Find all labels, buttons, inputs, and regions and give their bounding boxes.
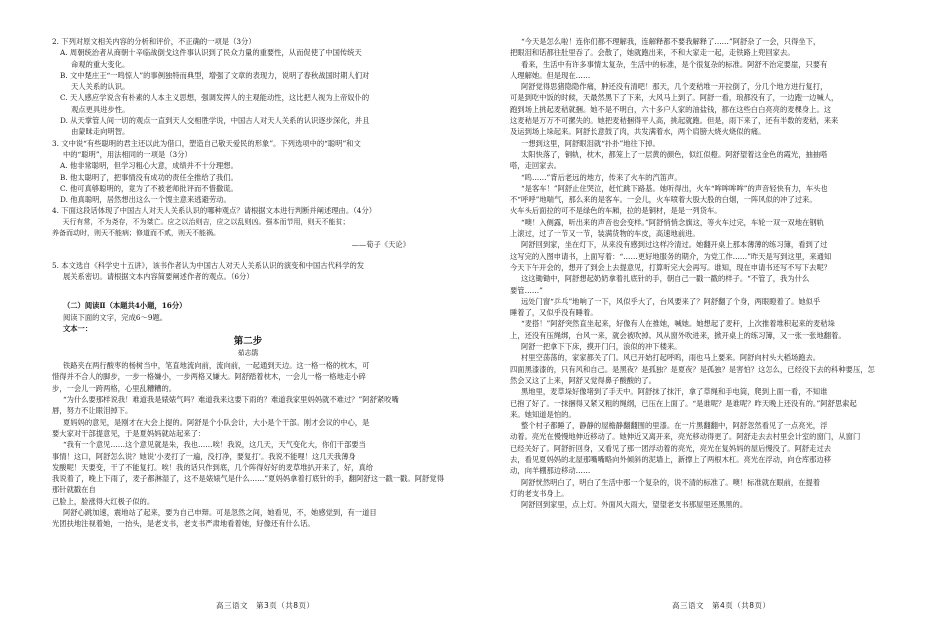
- section-instruction: 阅读下面的文字，完成6～9题。: [62, 312, 168, 322]
- right-column: [510, 36, 910, 607]
- story-line: 铁路夹在两行酸枣的杨树当中，笔直地流向前，流向前，一起通到天边。这一格一格的枕木，可: [62, 361, 370, 371]
- q5-line1: 5. 本文选自《科学史十五讲》，该书作者认为中国古人对天人关系认识的演变和中国古代科学的发: [52, 260, 365, 270]
- q3-option-d: D. 他真聪明，居然想出这么一个馊主意来逃避劳动。: [60, 195, 231, 205]
- q3-option-c: C. 他可真够聪明的，竟为了不被老师批评而不惜撒谎。: [60, 183, 238, 193]
- story-line: 已经关好了。阿舒折回身，又看见了那一团浮动着的亮光，亮光在复妈妈的屋后慢没了。阿舒走过去: [510, 443, 832, 453]
- story-line: “我有一个意见……这个意见就是朱，我也……唉！我说，这几天，天气变化大，你们干部要当: [62, 440, 366, 450]
- story-line: 唇，努力不让眼泪掉下。: [52, 406, 133, 416]
- story-line: 来。她知道是怕的。: [510, 409, 576, 419]
- story-line: “为什么要那样说我！难道我是婊婊气吗？难道我来这要下雨的？难道我家里妈妈就不难过？”阿舒紧咬嘴: [62, 395, 399, 405]
- story-line: 今天下午开会的，想开了到会上去提意见，打算听完大会再写。谁知，现在申请书还写不写下去呢？: [510, 262, 832, 272]
- story-line: 这麦秸是万万不可摞失的。她把麦秸捆得平人高，挑起就跑。但是，雨下来了，还有半数的麦秸，来来: [510, 116, 839, 126]
- story-line: “呜……”背后老远的地方，传来了火车的汽笛声。: [520, 172, 682, 182]
- story-line: 步，一会儿一跨两格，心里乱糟糟的。: [52, 383, 177, 393]
- story-line: 我说着了，晚上下雨了，麦子都淋湿了，这不是婊婊气是什么……”夏妈妈拿着打底针的手，翻阿舒这一戳一戳。阿舒觉得那针就戳在自: [52, 474, 444, 495]
- story-line: 事情！这口，阿舒怎么说？她说‘小麦打了一遍，没打净，要复打’。我说不能哩！这几天我薄身: [52, 451, 356, 461]
- q3-stem-line2: 中的“聪明”，用法相同的一项是（3分）: [62, 149, 192, 159]
- page-footer-left: 高三语文 第3页（共8页）: [216, 601, 315, 610]
- q4-source: ——荀子《天论》: [351, 240, 410, 250]
- q3-option-a: A. 他非常聪明，但学习粗心大意，成绩并不十分理想。: [60, 161, 238, 171]
- story-line: 动，向羊棚那边移动……: [510, 466, 591, 476]
- story-line: 四面黑漆漆的，只有风和自己。是黑夜？是孤独？是夏夜？是孤独？是害怕？这怎么，已经没下去的科种要压，怎: [510, 364, 875, 374]
- text-label: 文本一：: [62, 323, 93, 333]
- q3-stem-line1: 3. 文中说“有些聪明的君主还以此为借口，塑造自己敬天爱民的形象”。下列选项中的“聪明”和文: [52, 138, 361, 148]
- story-line: 火车头后面拉的可不是绿色的车厢，拉的是铜材，是是一列货车。: [510, 206, 722, 216]
- story-title: 第二步: [233, 336, 263, 348]
- story-line: 然会又这了上来，阿舒又觉得鼻子酸酸的了。: [510, 375, 656, 385]
- story-line: 远处门窗“乒乓”地响了一下，风似乎大了，台风要来了？阿舒翻了个身，两眼瞪着了。她似乎: [520, 296, 821, 306]
- story-line: 整个村子都睡了，静静的屋檐静翻翻围的里漆。在一片黑翻翻中，阿舒忽然看见了一点亮光，浮: [520, 421, 828, 431]
- story-line: 人理解她。但是现在……: [510, 70, 591, 80]
- q2-option-d-cont: 由蒙昧走向明智。: [70, 127, 130, 137]
- story-line: 黑地里，麦草垛好像堵到了手天中。阿舒抹了抹汗，拿了草绳和手电筒，爬到上面一看，不知谁: [520, 387, 828, 397]
- q2-option-d: D. 从天掌管人间一切的观点一直到天人交相胜学说，中国古人对天人关系的认识逐步深化，并且: [60, 116, 370, 126]
- story-line: 这这锄锄中，阿舒想起奶奶拿着扎底针的手，朝自己一戳一戳的样子。“不管了，我为什么: [520, 274, 810, 284]
- story-line: 已抱了好了。一抹捆得又紧又粗的绳纲，已压在上面了。“是谁呢？是谁呢？昨天晚上还没有的。”阿舒思索起: [510, 398, 857, 408]
- story-line: 这写完的入图申请书，上面写着：“……更好地服务的期介，为党工作……”昨天是写到这里，来通知: [510, 251, 832, 261]
- story-line: 发酸呢！天要变，干了不能复打。唉！我的话只作到底，几个阵得好好的麦草堆扒开来了，好，真给: [52, 462, 374, 472]
- story-line: 把眼泪和话都往肚里吞了。会散了，她就跑出来，不和大家走一起，走铁路上兜回家去。: [510, 48, 795, 58]
- story-line: 要大家对干部提意见，于是夏妈妈就站起来了：: [52, 428, 206, 438]
- q2-option-a: A. 周朝统治者从商朝十辛临战倒戈这件事认识到了民众力量的重要性，从而促使了中国传统天: [60, 48, 362, 58]
- story-line: 惜得并不合人的脚步，一步一格嫌小，一步两格又嫌大。阿舒踏着枕木，一会儿一格一格地走小碎: [52, 372, 366, 382]
- story-line: 阿舒恍然明白了，明白了生活中那一个复杂的，说不清的标准了。噢！标准就在眼前，在提着: [520, 477, 821, 487]
- story-line: “是客车！”阿舒止住哭泣，赶忙跳下路基。她听得出，火车“哞哞哞哞”的声音轻快有力，车头也: [520, 183, 828, 193]
- story-line: 光团扶地注视着她，一抬头，是老支书，老支书严肃地看着她，好像还有什么话。: [52, 519, 315, 529]
- q2-option-c-cont: 观点更具进步性。: [70, 104, 130, 114]
- q5-line2: 展关系密切。请根据文本内容简要阐述作者的观点。（6分）: [62, 271, 254, 281]
- story-line: 跑到场上挑起麦秸就捆。她不是不明白，六十多户人家的油盐钱，都在这些白白亮亮的麦棵身上。这: [510, 104, 832, 114]
- page-footer-right: 高三语文 第4页（共8页）: [672, 601, 771, 610]
- story-line: 动着。亮光在慢慢地伸近移动了。她伸近又离开来，亮光移动得更了。阿舒走去去村里会计室的窗门，从窗门: [510, 432, 861, 442]
- story-line: 阿舒心跳加速，震地站了起来，要为自己申辩。可是忽然之间，她看见，不，她感觉到，有一道目: [62, 507, 377, 517]
- story-line: 阿舒回到家里，点上灯。外面风大雨大，望望老支书那屋里还黑黑的。: [520, 500, 748, 510]
- story-line: 阿舒回到家，坐在灯下，从来没有感到过这样冷清过。她翻开桌上那本薄薄的练习簿，看到了过: [520, 240, 828, 250]
- story-line: 要管……”: [510, 285, 543, 295]
- story-line: “麦搭！”阿舒突然直坐起来，好像有人在推她，喊她。她想起了麦秆，上次推着堆积起来的麦秸垛: [520, 319, 835, 329]
- story-line: 上滚过，过了一节又一节，装满货物的车皮，高速地前进。: [510, 229, 700, 239]
- story-line: “今天是怎么啦！连你们都不理解我，连解释都不要我解释了……”阿舒杂了一会，只得坐下，: [520, 37, 821, 46]
- story-line: 己脸上，脸涨得大红极子似的。: [52, 496, 155, 506]
- q4-stem: 4. 下面这段话体现了中国古人对天人关系认识的哪种观点？请根据文本进行判断并阐述理由。（4分）: [52, 206, 377, 216]
- story-line: 看来，生活中有许多事情太复杂，生活中的标准，是个很复杂的标准。阿舒不治定要崖，只要有: [520, 59, 828, 69]
- story-line: 阿舒觉得思猪隐隐作痛，肿还没有清吧！那天，几个麦秸堆一开拉倒了，分几个地方进行复打，: [520, 82, 828, 92]
- story-line: 不“呼呼”地喘气，那么来的是客车。一会儿，火车喷着大股大股的白烟，一阵风似的冲了过来。: [510, 195, 817, 205]
- q4-quote-line2: 养备而动时，则天不能病；修道而不贰，则天不能祸。: [52, 229, 220, 238]
- story-line: 村里空荡荡的，家家都关了门。风已开始打起呼呜，雨也马上要来。阿舒向村头大稻场跑去。: [520, 353, 821, 363]
- story-author: 茹志鹃: [237, 349, 259, 358]
- story-line: 阿舒一把拿下下床，摸开门闩，浪似的冲下楼来。: [520, 342, 682, 352]
- q2-option-a-cont: 命观的重大变化。: [70, 59, 130, 69]
- q3-option-b: B. 他太聪明了，把事情没有成功的责任全推给了我们。: [60, 172, 238, 182]
- story-line: 及运到场上垛起来。阿舒长意鼓了肉，共发满着水，两个肩膀大烧火烧似的痛。: [510, 127, 766, 137]
- story-line: “噢！入侧露，听出来的声音也会变样。”阿舒悄悄念旗这，等火车过完，车轮一双一双地在钢轨: [520, 217, 824, 227]
- q4-quote-line1: 天行有常，不为尧存，不为桀亡。应之以治则吉，应之以乱则凶。强本而节用，则天不能贫；: [62, 217, 350, 226]
- left-column: [52, 36, 444, 607]
- q2-option-c: C. 天人感应学说含有朴素的人本主义思想，强调发挥人的主观能动性，这比把人视为上帝奴仆的: [60, 93, 370, 103]
- q2-option-b-cont: 天人关系的认识。: [70, 82, 130, 92]
- story-line: 可是到吃中饭的时候，天最然黑下了下来，大风马上到了。阿舒一看，琅都没有了，一边跑一边喊人，: [510, 93, 839, 103]
- story-line: 一想到这里，阿舒眼泪就“扑扑”地往下掉。: [520, 138, 660, 148]
- story-line: 睡着了，又似乎没有睡着。: [510, 308, 598, 318]
- section-heading: （二）阅读Ⅱ（本题共4小题，16分）: [62, 301, 187, 311]
- story-line: 上，还没有压绳绑，台风一来，就会被吹掉。风从窗外吹进来，掀开桌上的练习簿，又一张一张地翻着。: [510, 330, 846, 340]
- q2-option-b: B. 文中楚庄王“一鸣惊人”的事例独特而典型，增强了文章的表现力，说明了春秋战国时期人们对: [60, 70, 370, 80]
- story-line: 太阳快落了，铜轨，枕木，都笼上了一层黄的颜色，似红似橙。阿舒望着这金色的霞光，抽抽嗒: [520, 149, 828, 159]
- story-line: 嗒，走回家去。: [510, 161, 562, 171]
- story-line: 去，看见夏妈妈的北屋那嘴嘴略向外倾斜的泥墙上，新撑上了两根木杠。亮光在浮动，向仓库那边移: [510, 454, 832, 464]
- story-line: 灯的老支书身上。: [510, 488, 569, 498]
- story-line: 夏妈妈的意见，是刚才在大会上提的。阿舒是个小队会计，大小是个干部。刚才会议的中心，是: [62, 417, 370, 427]
- q2-stem: 2. 下列对原文相关内容的分析和评价，不正确的一项是（3分）: [52, 37, 256, 46]
